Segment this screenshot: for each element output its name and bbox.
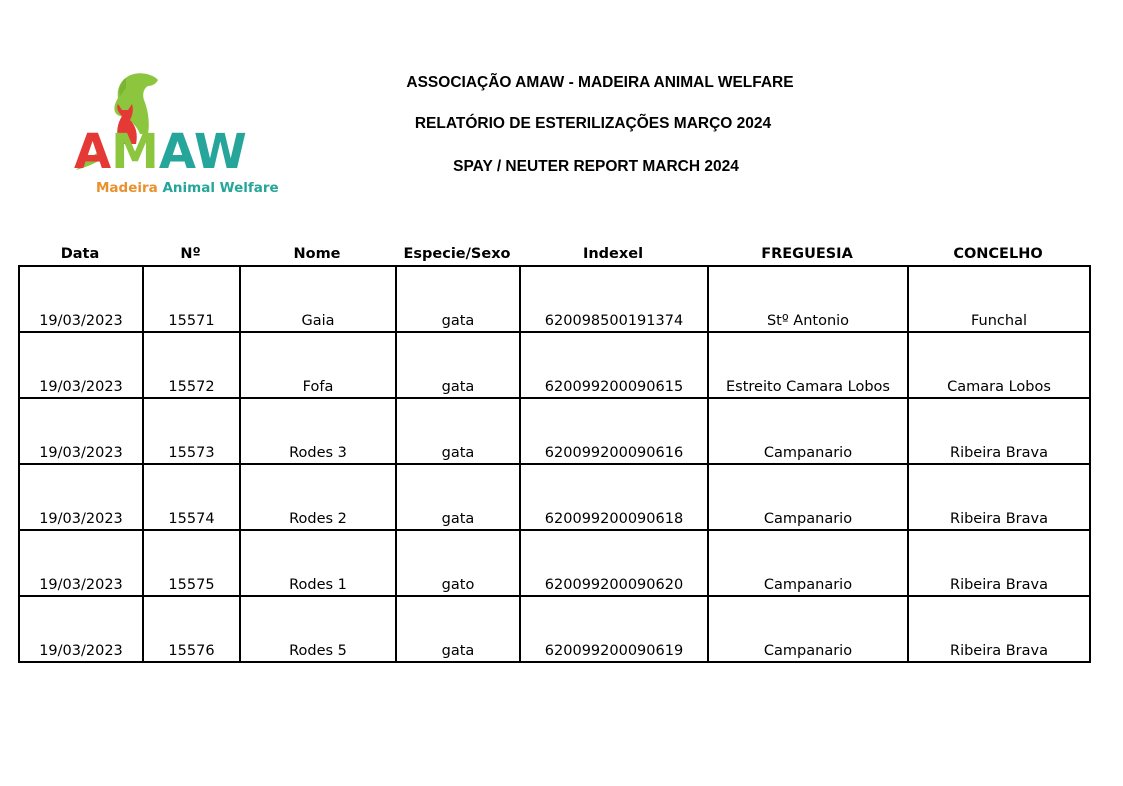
cell-especie-sexo: gata [396, 596, 520, 662]
cell-data: 19/03/2023 [19, 596, 143, 662]
cell-nome: Rodes 3 [240, 398, 396, 464]
cell-numero: 15572 [143, 332, 240, 398]
logo-letter-w: W [193, 124, 247, 180]
report-title-en: SPAY / NEUTER REPORT MARCH 2024 [453, 158, 739, 175]
cell-nome: Gaia [240, 266, 396, 332]
logo-wordmark [74, 124, 247, 180]
column-header-concelho: CONCELHO [953, 246, 1043, 262]
cell-data: 19/03/2023 [19, 266, 143, 332]
cell-nome: Rodes 2 [240, 464, 396, 530]
cell-concelho: Ribeira Brava [908, 398, 1090, 464]
cell-concelho: Ribeira Brava [908, 530, 1090, 596]
cell-indexel: 620099200090620 [520, 530, 708, 596]
cell-indexel: 620099200090619 [520, 596, 708, 662]
cell-nome: Rodes 5 [240, 596, 396, 662]
association-title: ASSOCIAÇÃO AMAW - MADEIRA ANIMAL WELFARE [406, 74, 794, 91]
cell-concelho: Ribeira Brava [908, 596, 1090, 662]
cell-freguesia: Campanario [708, 596, 908, 662]
cell-especie-sexo: gato [396, 530, 520, 596]
cell-especie-sexo: gata [396, 398, 520, 464]
cell-data: 19/03/2023 [19, 530, 143, 596]
cell-especie-sexo: gata [396, 464, 520, 530]
cell-freguesia: Campanario [708, 464, 908, 530]
cell-indexel: 620099200090616 [520, 398, 708, 464]
table-row [19, 266, 1090, 332]
logo-tagline-animal-welfare: Animal Welfare [162, 180, 279, 196]
cell-numero: 15575 [143, 530, 240, 596]
column-header-indexel: Indexel [582, 246, 644, 262]
table-row [19, 464, 1090, 530]
logo-letter-m: M [111, 124, 159, 180]
table-row [19, 398, 1090, 464]
logo-tagline-madeira: Madeira [96, 180, 163, 196]
column-header-especie-sexo: Especie/Sexo [403, 246, 511, 262]
table-row [19, 332, 1090, 398]
table-row [19, 596, 1090, 662]
cell-nome: Rodes 1 [240, 530, 396, 596]
column-header-data: Data [60, 246, 100, 262]
table-row [19, 530, 1090, 596]
cell-indexel: 620098500191374 [520, 266, 708, 332]
cell-concelho: Funchal [908, 266, 1090, 332]
cell-indexel: 620099200090618 [520, 464, 708, 530]
cell-especie-sexo: gata [396, 332, 520, 398]
cell-freguesia: Campanario [708, 398, 908, 464]
cell-indexel: 620099200090615 [520, 332, 708, 398]
cell-data: 19/03/2023 [19, 464, 143, 530]
logo-letter-a2: A [158, 124, 194, 180]
cell-numero: 15576 [143, 596, 240, 662]
cell-freguesia: Campanario [708, 530, 908, 596]
cell-numero: 15571 [143, 266, 240, 332]
cell-freguesia: Estreito Camara Lobos [708, 332, 908, 398]
cell-especie-sexo: gata [396, 266, 520, 332]
cell-data: 19/03/2023 [19, 332, 143, 398]
sterilization-table [18, 265, 1091, 663]
cell-numero: 15574 [143, 464, 240, 530]
cell-nome: Fofa [240, 332, 396, 398]
logo-tagline [96, 182, 279, 196]
column-header-nome: Nome [293, 246, 341, 262]
cell-concelho: Camara Lobos [908, 332, 1090, 398]
column-header-numero: Nº [180, 246, 201, 262]
amaw-logo [70, 68, 279, 203]
logo-letter-a1: A [74, 124, 112, 180]
cell-data: 19/03/2023 [19, 398, 143, 464]
cell-freguesia: Stº Antonio [708, 266, 908, 332]
cell-numero: 15573 [143, 398, 240, 464]
report-title-pt: RELATÓRIO DE ESTERILIZAÇÕES MARÇO 2024 [414, 115, 772, 132]
column-header-freguesia: FREGUESIA [761, 246, 853, 262]
cell-concelho: Ribeira Brava [908, 464, 1090, 530]
table-header-row [18, 245, 1089, 265]
